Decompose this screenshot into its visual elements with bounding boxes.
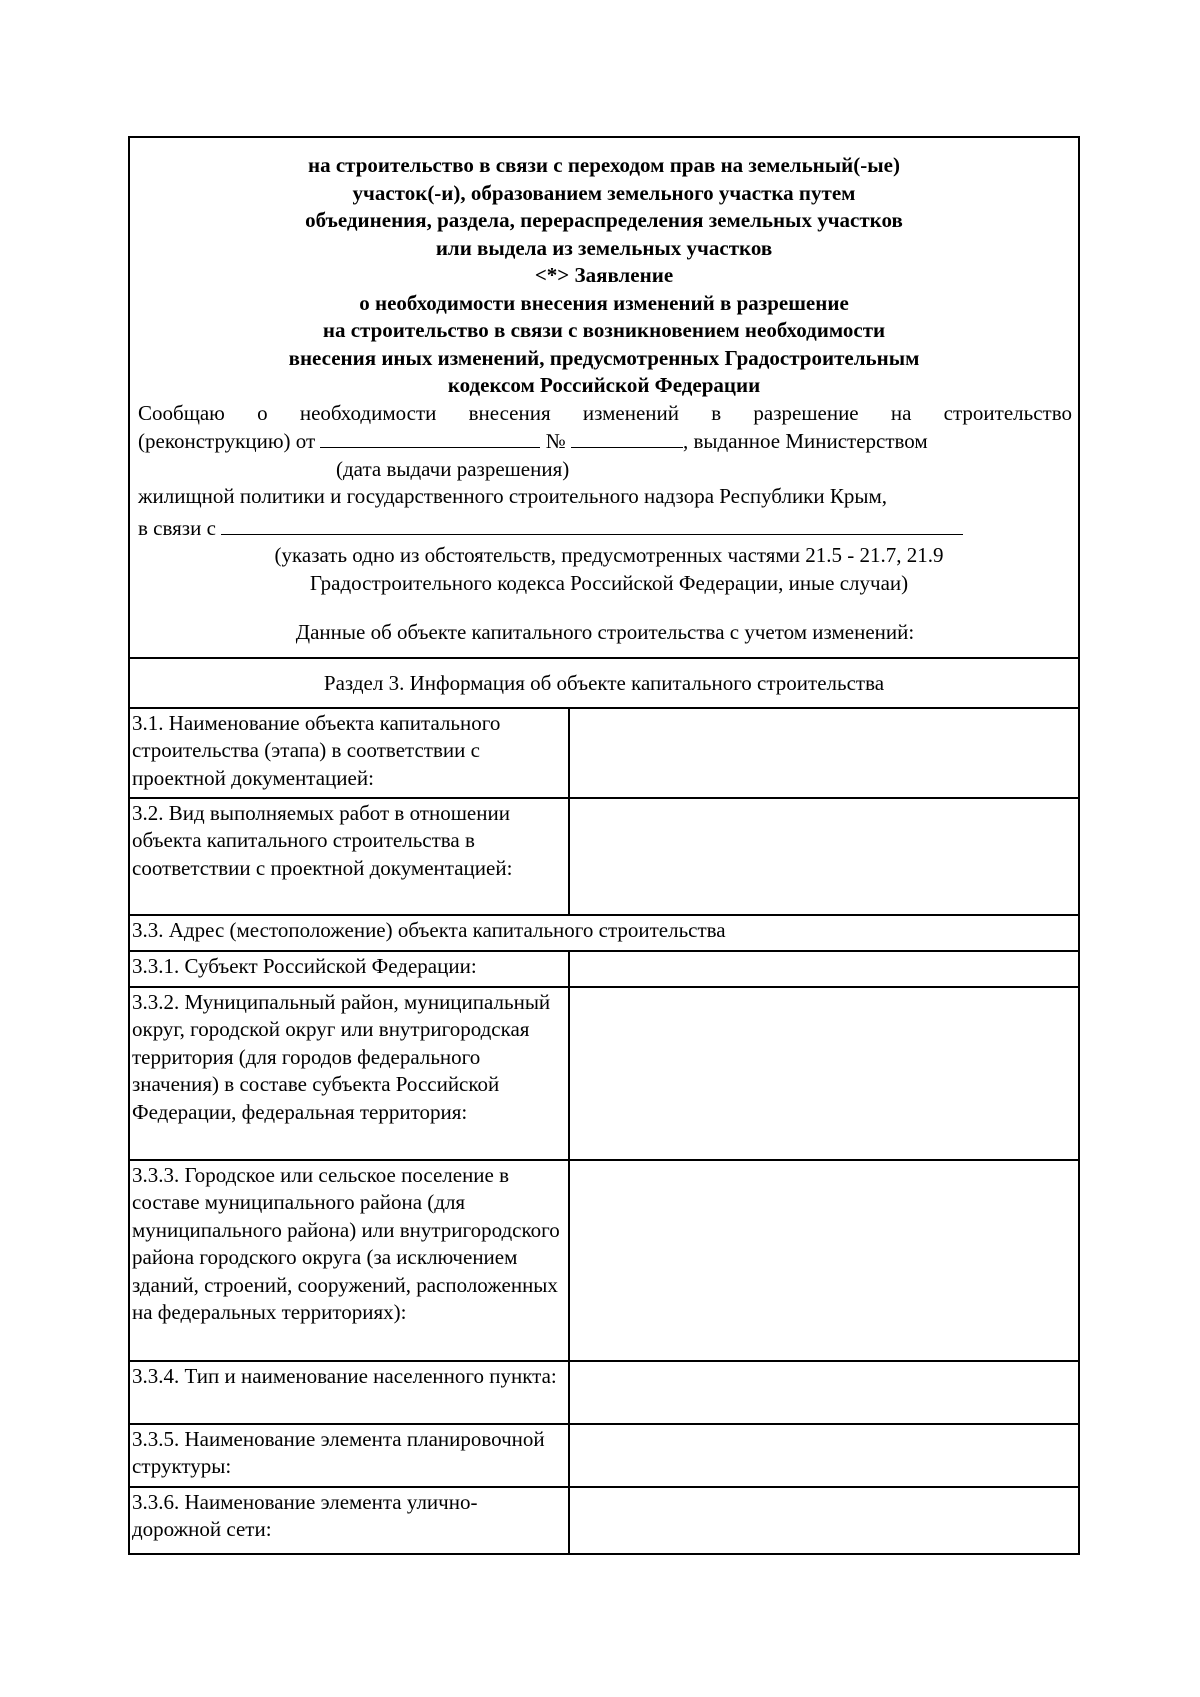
form-heading [130,138,1078,400]
reason-caption-1: (указать одно из обстоятельств, предусмотренных частями 21.5 - 21.7, 21.9 [274,543,944,567]
statement-line-1: Сообщаю о необходимости внесения изменений в разрешение на строительство [138,400,1072,425]
table-row [129,708,1079,798]
value-cell-3-1[interactable] [569,708,1079,798]
value-cell-3-3-5[interactable] [569,1424,1079,1487]
row-label-3-3: 3.3. Адрес (местоположение) объекта капитального строительства [129,915,1079,951]
application-form [128,136,1080,1555]
statement-block [130,400,1078,657]
statement-suffix: , выданное Министерством [682,429,928,453]
value-cell-3-3-2[interactable] [569,987,1079,1160]
heading-line: кодексом Российской Федерации [447,373,761,397]
row-label-3-3-2: 3.3.2. Муниципальный район, муниципальный округ, городской округ или внутригородская территория (для городов федерального значения) в составе субъекта Российской Федерации, федеральная территория: [129,987,569,1160]
statement-line-3: жилищной политики и государственного строительного надзора Республики Крым, [138,484,888,508]
row-label-3-3-5: 3.3.5. Наименование элемента планировочной структуры: [129,1424,569,1487]
table-row [129,915,1079,951]
form-header-frame [128,136,1080,707]
reason-line [138,514,1072,543]
table-row [129,1160,1079,1361]
value-cell-3-3-3[interactable] [569,1160,1079,1361]
table-row [129,1361,1079,1424]
table-row [129,1424,1079,1487]
statement-line-2 [138,427,1072,456]
value-cell-3-3-6[interactable] [569,1487,1079,1554]
heading-line: на строительство в связи с переходом прав на земельный(-ые) [308,153,900,177]
table-row [129,987,1079,1160]
table-row [129,1487,1079,1554]
value-cell-3-3-1[interactable] [569,951,1079,987]
table-row [129,951,1079,987]
data-intro: Данные об объекте капитального строительства с учетом изменений: [295,620,915,644]
value-cell-3-2[interactable] [569,798,1079,915]
heading-line: внесения иных изменений, предусмотренных Градостроительным [288,345,920,370]
row-label-3-2: 3.2. Вид выполняемых работ в отношении объекта капитального строительства в соответствии с проектной документацией: [129,798,569,915]
heading-line: объединения, раздела, перераспределения земельных участков [305,208,903,232]
heading-line: или выдела из земельных участков [435,235,773,260]
row-label-3-3-4: 3.3.4. Тип и наименование населенного пункта: [129,1361,569,1424]
row-label-3-1: 3.1. Наименование объекта капитального строительства (этапа) в соответствии с проектной документацией: [129,708,569,798]
permit-number-field[interactable] [571,427,683,448]
reason-field[interactable] [221,514,963,535]
row-label-3-3-1: 3.3.1. Субъект Российской Федерации: [129,951,569,987]
section-title: Раздел 3. Информация об объекте капитального строительства [130,657,1078,707]
table-row [129,798,1079,915]
row-label-3-3-3: 3.3.3. Городское или сельское поселение в составе муниципального района (для муниципального района) или внутригородского района городского округа (за исключением зданий, строений, сооружений, расположенных на федеральных территориях): [129,1160,569,1361]
permit-date-caption: (дата выдачи разрешения) [336,456,570,481]
heading-line: участок(-и), образованием земельного участка путем [352,180,856,205]
object-info-table [128,707,1080,1555]
reason-caption-2: Градостроительного кодекса Российской Федерации, иные случаи) [309,570,909,595]
permit-date-field[interactable] [320,427,540,448]
row-label-3-3-6: 3.3.6. Наименование элемента улично-дорожной сети: [129,1487,569,1554]
value-cell-3-3-4[interactable] [569,1361,1079,1424]
heading-line: <*> Заявление [534,263,674,287]
heading-line: о необходимости внесения изменений в разрешение [359,290,849,315]
heading-line: на строительство в связи с возникновением необходимости [322,318,886,342]
reason-prefix: в связи с [138,515,216,540]
statement-prefix: (реконструкцию) от [138,429,316,453]
number-sign: № [545,429,566,453]
